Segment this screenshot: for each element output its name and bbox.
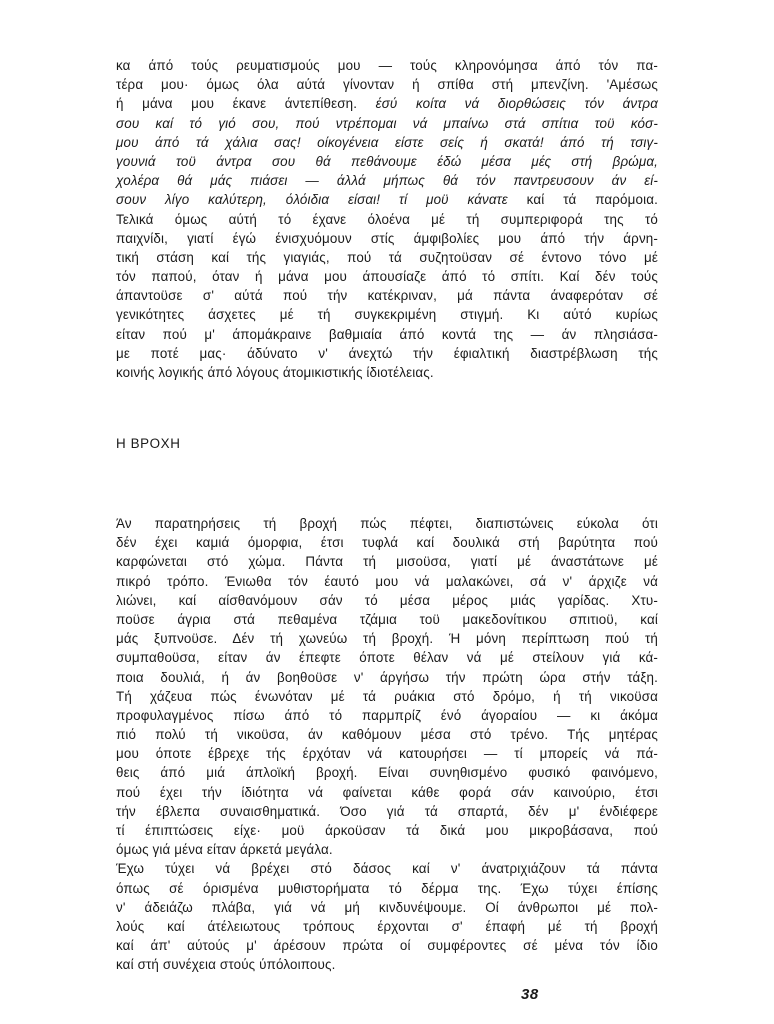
text-line	[116, 552, 658, 571]
text-line	[116, 248, 658, 267]
text-line	[116, 286, 658, 305]
text-line	[116, 75, 658, 94]
text-run: πικρό τρόπο. Ένιωθα τόν έαυτό μου νά μαλακώνει, σά ν' άρχιζε νά	[116, 573, 658, 589]
text-run: κα άπό τούς ρευματισμούς μου — τούς κληρονόμησα άπό τόν πα-	[116, 58, 658, 73]
text-line	[116, 879, 658, 898]
text-run: προφυλαγμένος πίσω άπό τό παρμπρίζ ένό άγοραίου — κι άκόμα	[116, 707, 658, 723]
text-line	[116, 514, 658, 533]
text-run: είταν πού μ' άπομάκραινε βαθμιαία άπό κοντά της — άν πλησιάσα-	[116, 326, 658, 342]
text-run: πιό πολύ τή νικοϋσα, άν καθόμουν μέσα στό τρένο. Τής μητέρας	[116, 727, 658, 743]
text-line	[116, 821, 658, 840]
text-line	[116, 229, 658, 248]
text-line	[116, 56, 658, 75]
page-number: 38	[521, 986, 539, 1003]
italic-text-run: έσύ κοίτα νά διορθώσεις τόν άντρα	[375, 96, 658, 112]
text-line	[116, 133, 658, 152]
text-line	[116, 152, 658, 171]
text-line	[116, 687, 658, 706]
text-line	[116, 706, 658, 725]
paragraph-1	[116, 56, 658, 382]
text-line	[116, 591, 658, 610]
text-run: παιχνίδι, γιατί έγώ ένισχυόμουν στίς άμφιβολίες μου άπό τήν άρνη-	[116, 230, 658, 246]
text-run: συμπαθοϋσα, είταν άν έπεφτε όποτε θέλαν νά μέ στείλουν γιά κά-	[116, 650, 658, 666]
text-run: άπαντοϋσε σ' αύτά πού τήν κατέκριναν, μά πάντα άναφερόταν σέ	[116, 288, 658, 304]
text-line	[116, 859, 658, 878]
text-line	[116, 917, 658, 936]
text-line	[116, 629, 658, 648]
text-line	[116, 533, 658, 552]
text-run: Τελικά όμως αύτή τό έχανε όλοένα μέ τή συμπεριφορά της τό	[116, 211, 658, 227]
text-run: Άν παρατηρήσεις τή βροχή πώς πέφτει, διαπιστώνεις εύκολα ότι	[116, 516, 658, 531]
text-run: τική στάση καί τής γιαγιάς, πού τά συζητοϋσαν σέ έντονο τόνο μέ	[116, 249, 658, 265]
text-run: τέρα μου· όμως όλα αύτά γίνονταν ή σπίθα στή μπενζίνη. 'Αμέσως	[116, 77, 658, 93]
text-line	[116, 955, 658, 974]
text-run: τί έπιπτώσεις είχε· μοϋ άρκοϋσαν τά δικά μου μικροβάσανα, πού	[116, 823, 658, 838]
italic-text-run: μου άπό τά χάλια σας! οίκογένεια είστε σείς ή σκατά! άπό τή τσιγ-	[116, 134, 658, 150]
text-run: τόν παπού, όταν ή μάνα μου άπουσίαζε άπό τό σπίτι. Καί δέν τούς	[116, 269, 658, 285]
text-line	[116, 572, 658, 591]
text-line	[116, 267, 658, 286]
text-line	[116, 210, 658, 229]
text-run: πού έχει τήν ίδιότητα νά φαίνεται κάθε φορά σάν καινούριο, έτσι	[116, 784, 658, 800]
text-line	[116, 325, 658, 344]
text-run: δέν έχει καμιά όμορφια, έτσι τυφλά καί δουλικά στή βαρύτητα πού	[116, 535, 658, 551]
text-run: ν' άδειάζω πλάβα, γιά νά μή κινδυνέψουμε. Οί άνθρωποι μέ πολ-	[116, 899, 658, 915]
text-line	[116, 744, 658, 763]
text-run: όπως σέ όρισμένα μυθιστορήματα τό δέρμα της. Έχω τύχει έπίσης	[116, 880, 658, 896]
paragraph-2	[116, 514, 658, 975]
text-run: Τή χάζευα πώς ένωνόταν μέ τά ρυάκια στό δρόμο, ή τή νικοϋσα	[116, 688, 658, 704]
text-line	[116, 840, 658, 859]
text-run: καί στή συνέχεια στούς ύπόλοιπους.	[116, 957, 336, 973]
text-run: καί τά παρόμοια.	[526, 192, 658, 208]
text-run: ποια δουλιά, ή άν βοηθοϋσε ν' άργήσω τήν πρώτη ώρα στήν τάξη.	[116, 669, 658, 685]
italic-text-run: χολέρα θά μάς πιάσει — άλλά μήπως θά τόν παντρευσουν άν εί-	[116, 173, 658, 189]
text-line	[116, 305, 658, 324]
text-line	[116, 725, 658, 744]
text-line	[116, 190, 658, 209]
text-line	[116, 610, 658, 629]
text-line	[116, 763, 658, 782]
italic-text-run: σου καί τό γιό σου, πού ντρέπομαι νά μπαίνω στά σπίτια τοϋ κόσ-	[116, 115, 658, 131]
text-run: λούς καί άτέλειωτους τρόπους έρχονται σ' έπαφή μέ τή βροχή	[116, 918, 658, 934]
text-run: καρφώνεται στό χώμα. Πάντα τή μισοϋσα, γιατί μέ άναστάτωνε μέ	[116, 554, 658, 570]
section-heading: Η ΒΡΟΧΗ	[116, 436, 181, 451]
text-line	[116, 802, 658, 821]
text-line	[116, 171, 658, 190]
text-line	[116, 363, 658, 382]
text-run: μου όποτε έβρεχε τής έρχόταν νά κατουρήσει — τί μπορείς νά πά-	[116, 746, 658, 762]
text-run: ποϋσε άγρια στά πεθαμένα τζάμια τοϋ μακεδονίτικου σπιτιοϋ, καί	[116, 611, 658, 627]
text-line	[116, 344, 658, 363]
text-run: θεις άπό μιά άπλοϊκή βροχή. Είναι συνηθισμένο φυσικό φαινόμενο,	[116, 765, 658, 781]
text-run: γενικότητες άσχετες μέ τή συγκεκριμένη στιγμή. Κι αύτό κυρίως	[116, 307, 658, 323]
text-run: όμως γιά μένα είταν άρκετά μεγάλα.	[116, 842, 333, 858]
text-line	[116, 114, 658, 133]
text-line	[116, 783, 658, 802]
text-line	[116, 936, 658, 955]
text-run: με ποτέ μας· άδύνατο ν' άνεχτώ τήν έφιαλτική διαστρέβλωση τής	[116, 345, 658, 361]
text-run: μάς ξυπνοϋσε. Δέν τή χωνεύω τή βροχή. Ή μόνη περίπτωση πού τή	[116, 631, 658, 647]
text-run: καί άπ' αύτούς μ' άρέσουν πρώτα οί συμφέροντες σέ μένα τόν ίδιο	[116, 938, 658, 954]
text-line	[116, 898, 658, 917]
text-run: κοινής λογικής άπό λόγους άτομικιστικής ίδιοτέλειας.	[116, 365, 434, 380]
text-run: τήν έβλεπα συναισθηματικά. Όσο γιά τά σπαρτά, δέν μ' ένδιέφερε	[116, 803, 658, 819]
text-run: ή μάνα μου έκανε άντεπίθεση.	[116, 96, 376, 112]
text-line	[116, 94, 658, 113]
text-line	[116, 648, 658, 667]
text-run: Έχω τύχει νά βρέχει στό δάσος καί ν' άνατριχιάζουν τά πάντα	[116, 861, 658, 877]
italic-text-run: γουνιά τοϋ άντρα σου θά πεθάνουμε έδώ μέσα μές στή βρώμα,	[116, 153, 658, 169]
italic-text-run: σουν λίγο καλύτερη, όλόιδια είσαι! τί μοϋ κάνατε	[116, 192, 527, 208]
text-run: λιώνει, καί αίσθανόμουν σάν τό μέσα μέρος μιάς γαρίδας. Χτυ-	[116, 592, 658, 608]
text-line	[116, 668, 658, 687]
